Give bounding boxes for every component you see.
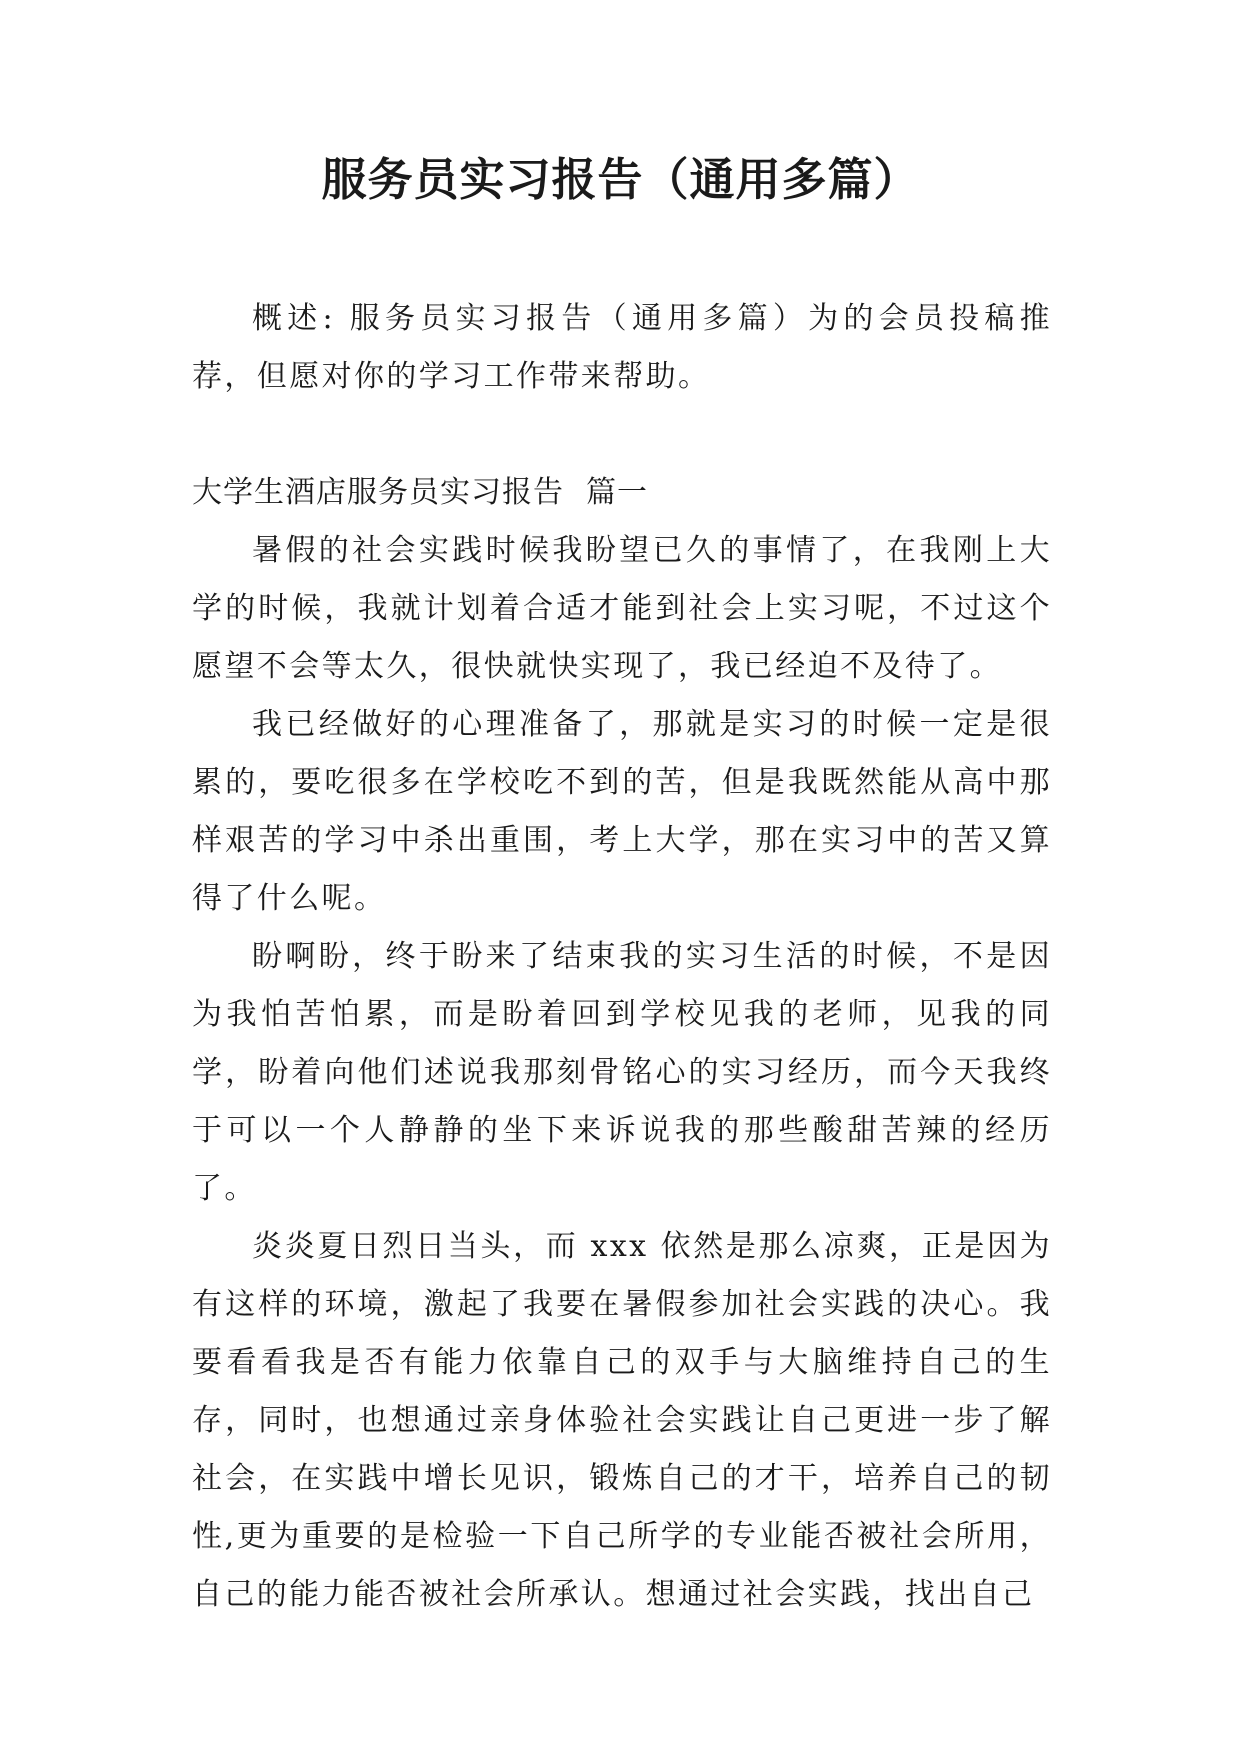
- section-heading: [192, 464, 1052, 522]
- body-paragraph-2: 我已经做好的心理准备了，那就是实习的时候一定是很累的，要吃很多在学校吃不到的苦，但是我既然能从高中那样艰苦的学习中杀出重围，考上大学，那在实习中的苦又算得了什么呢。: [192, 707, 1052, 916]
- section-heading-title: 大学生酒店服务员实习报告: [192, 475, 564, 510]
- section-heading-part: 篇一: [586, 475, 648, 510]
- body-paragraph-4: 炎炎夏日烈日当头，而 xxx 依然是那么凉爽，正是因为有这样的环境，激起了我要在暑假参加社会实践的决心。我要看看我是否有能力依靠自己的双手与大脑维持自己的生存，同时，也想通过亲身体验社会实践让自己更进一步了解社会，在实践中增长见识，锻炼自己的才干，培养自己的韧性,更为重要的是检验一下自己所学的专业能否被社会所用，自己的能力能否被社会所承认。想通过社会实践，找出自己: [192, 1229, 1052, 1612]
- body-paragraph-1: 暑假的社会实践时候我盼望已久的事情了，在我刚上大学的时候，我就计划着合适才能到社会上实习呢，不过这个愿望不会等太久，很快就快实现了，我已经迫不及待了。: [192, 533, 1052, 684]
- summary-paragraph: 概述: 服务员实习报告（通用多篇）为的会员投稿推荐，但愿对你的学习工作带来帮助。: [192, 301, 1052, 394]
- body-paragraph-3: 盼啊盼，终于盼来了结束我的实习生活的时候，不是因为我怕苦怕累，而是盼着回到学校见我的老师，见我的同学，盼着向他们述说我那刻骨铭心的实习经历，而今天我终于可以一个人静静的坐下来诉说我的那些酸甜苦辣的经历了。: [192, 939, 1052, 1206]
- document-title: 服务员实习报告（通用多篇）: [321, 153, 920, 206]
- document-body: [192, 290, 1052, 1624]
